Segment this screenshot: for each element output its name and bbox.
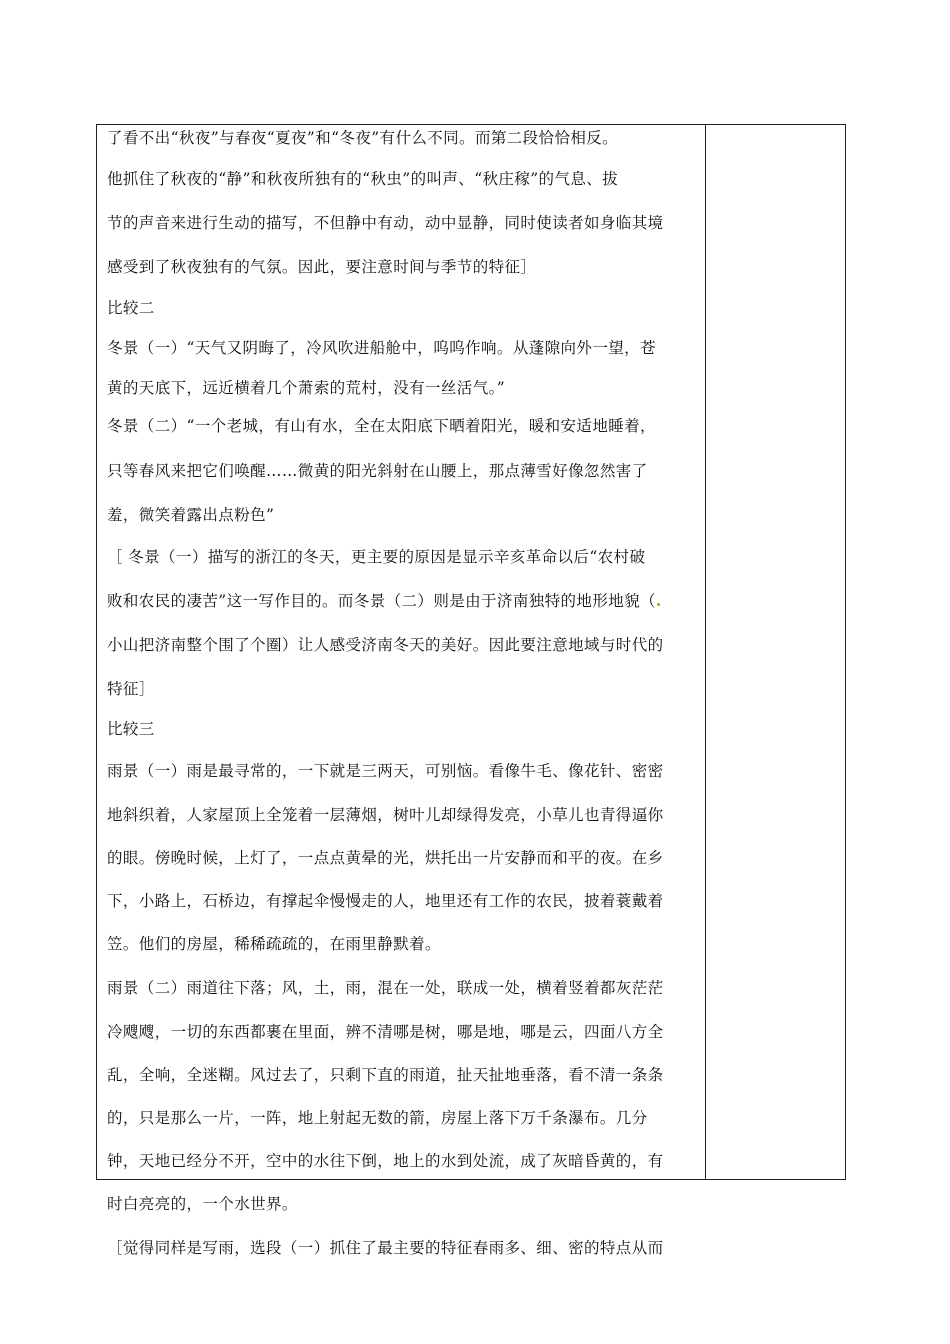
text-line: 雨景（一）雨是最寻常的，一下就是三两天，可别恼。看像牛毛、像花针、密密 xyxy=(107,762,664,780)
text-line: 冬景（二）“一个老城，有山有水，全在太阳底下晒着阳光，暖和安适地睡着， xyxy=(107,417,656,435)
text-line: 时白亮亮的，一个水世界。 xyxy=(107,1195,298,1213)
marker-dot xyxy=(657,603,660,606)
text-line: ［ 冬景（一）描写的浙江的冬天，更主要的原因是显示辛亥革命以后“农村破 xyxy=(107,548,646,566)
column-divider xyxy=(705,125,706,1179)
text-line: 只等春风来把它们唤醒……微黄的阳光斜射在山腰上，那点薄雪好像忽然害了 xyxy=(107,462,648,480)
main-text-cell xyxy=(107,125,697,1272)
text-line: 节的声音来进行生动的描写，不但静中有动，动中显静，同时使读者如身临其境 xyxy=(107,214,664,232)
text-line: 黄的天底下，远近横着几个萧索的荒村，没有一丝活气。” xyxy=(107,379,506,397)
content-table xyxy=(96,124,846,1257)
text-line: 的，只是那么一片，一阵，地上射起无数的箭，房屋上落下万千条瀑布。几分 xyxy=(107,1109,648,1127)
text-line: 他抓住了秋夜的“静”和秋夜所独有的“秋虫”的叫声、“秋庄稼”的气息、拔 xyxy=(107,170,619,188)
text-line: 冷飕飕，一切的东西都裹在里面，辨不清哪是树，哪是地，哪是云，四面八方全 xyxy=(107,1023,664,1041)
text-line: 了看不出“秋夜”与春夜“夏夜”和“冬夜”有什么不同。而第二段恰恰相反。 xyxy=(107,129,619,147)
text-line: 下，小路上，石桥边，有撑起伞慢慢走的人，地里还有工作的农民，披着蓑戴着 xyxy=(107,892,664,910)
text-line: 的眼。傍晚时候，上灯了，一点点黄晕的光，烘托出一片安静而和平的夜。在乡 xyxy=(107,849,664,867)
text-line: 羞，微笑着露出点粉色” xyxy=(107,506,275,524)
text-line: 败和农民的凄苦”这一写作目的。而冬景（二）则是由于济南独特的地形地貌（ xyxy=(107,585,697,629)
section-heading: 比较二 xyxy=(107,299,155,317)
text-line: 雨景（二）雨道往下落；风，土，雨，混在一处，联成一处，横着竖着都灰茫茫 xyxy=(107,979,664,997)
section-heading: 比较三 xyxy=(107,720,155,738)
text-line: 冬景（一）“天气又阴晦了，冷风吹进船舱中，呜呜作响。从蓬隙向外一望，苍 xyxy=(107,339,656,357)
text-line: ［觉得同样是写雨，选段（一）抓住了最主要的特征春雨多、细、密的特点从而 xyxy=(107,1239,664,1257)
text-line: 钟，天地已经分不开，空中的水往下倒，地上的水到处流，成了灰暗昏黄的，有 xyxy=(107,1152,664,1170)
text-line: 小山把济南整个围了个圈）让人感受济南冬天的美好。因此要注意地域与时代的 xyxy=(107,636,664,654)
text-line: 乱，全响，全迷糊。风过去了，只剩下直的雨道，扯天扯地垂落，看不清一条条 xyxy=(107,1066,664,1084)
text-line: 地斜织着，人家屋顶上全笼着一层薄烟，树叶儿却绿得发亮，小草儿也青得逼你 xyxy=(107,806,664,824)
text-line: 笠。他们的房屋，稀稀疏疏的，在雨里静默着。 xyxy=(107,935,441,953)
text-line: 感受到了秋夜独有的气氛。因此，要注意时间与季节的特征］ xyxy=(107,258,537,276)
text-line: 特征］ xyxy=(107,680,155,698)
